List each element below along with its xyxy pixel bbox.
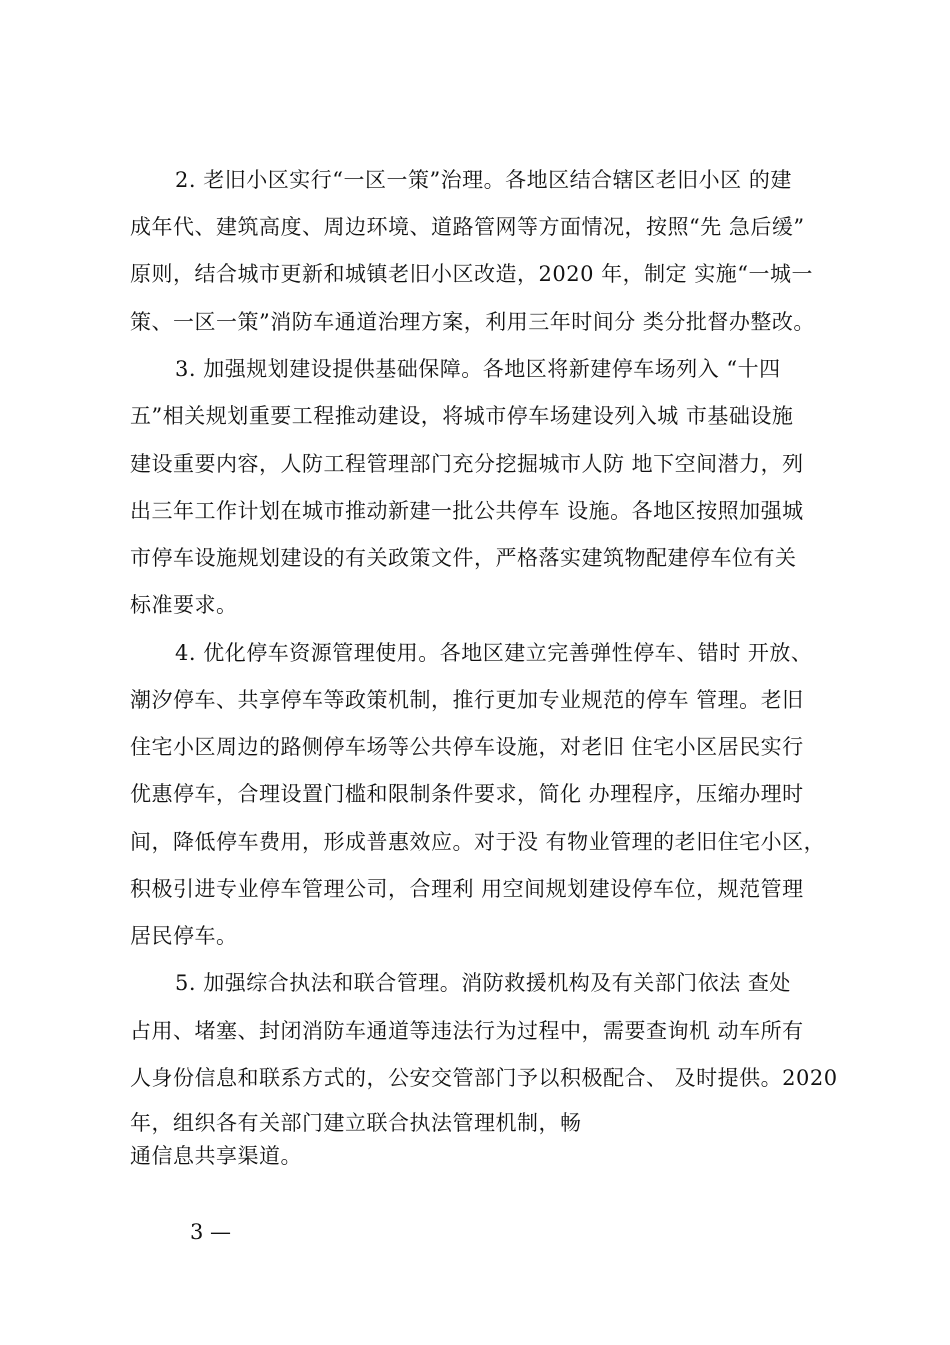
paragraph-3-line-5: 市停车设施规划建设的有关政策文件，严格落实建筑物配建停车位有关 bbox=[130, 546, 797, 570]
paragraph-2-line-4: 策、一区一策”消防车通道治理方案，利用三年时间分 类分批督办整改。 bbox=[130, 310, 815, 334]
paragraph-4-line-7: 居民停车。 bbox=[130, 924, 238, 948]
paragraph-4-line-4: 优惠停车，合理设置门槛和限制条件要求，简化 办理程序，压缩办理时 bbox=[130, 782, 804, 806]
paragraph-4-line-2: 潮汐停车、共享停车等政策机制，推行更加专业规范的停车 管理。老旧 bbox=[130, 688, 804, 712]
paragraph-3-line-6: 标准要求。 bbox=[130, 593, 238, 617]
paragraph-4-line-5: 间，降低停车费用，形成普惠效应。对于没 有物业管理的老旧住宅小区， bbox=[130, 830, 826, 854]
paragraph-2-line-3: 原则，结合城市更新和城镇老旧小区改造，2020 年，制定 实施“一城一 bbox=[130, 262, 814, 286]
paragraph-4-line-6: 积极引进专业停车管理公司，合理利 用空间规划建设停车位，规范管理 bbox=[130, 877, 804, 901]
paragraph-2-line-2: 成年代、建筑高度、周边环境、道路管网等方面情况，按照“先 急后缓” bbox=[130, 215, 805, 239]
paragraph-5-line-2: 占用、堵塞、封闭消防车通道等违法行为过程中，需要查询机 动车所有 bbox=[130, 1019, 804, 1043]
paragraph-5-line-3: 人身份信息和联系方式的，公安交管部门予以积极配合、 及时提供。2020 bbox=[130, 1066, 838, 1090]
paragraph-3-line-4: 出三年工作计划在城市推动新建一批公共停车 设施。各地区按照加强城 bbox=[130, 499, 804, 523]
paragraph-5-line-5: 通信息共享渠道。 bbox=[130, 1144, 302, 1168]
page-number: 3 — bbox=[190, 1220, 232, 1244]
paragraph-5-line-1: 5. 加强综合执法和联合管理。消防救援机构及有关部门依法 查处 bbox=[175, 971, 791, 995]
paragraph-3-line-1: 3. 加强规划建设提供基础保障。各地区将新建停车场列入 “十四 bbox=[175, 357, 781, 381]
paragraph-5-line-4: 年，组织各有关部门建立联合执法管理机制，畅 bbox=[130, 1111, 582, 1135]
paragraph-2-line-1: 2. 老旧小区实行“一区一策”治理。各地区结合辖区老旧小区 的建 bbox=[175, 168, 792, 192]
paragraph-3-line-3: 建设重要内容，人防工程管理部门充分挖掘城市人防 地下空间潜力，列 bbox=[130, 452, 804, 476]
paragraph-3-line-2: 五”相关规划重要工程推动建设，将城市停车场建设列入城 市基础设施 bbox=[130, 404, 794, 428]
paragraph-4-line-1: 4. 优化停车资源管理使用。各地区建立完善弹性停车、错时 开放、 bbox=[175, 641, 813, 665]
paragraph-4-line-3: 住宅小区周边的路侧停车场等公共停车设施，对老旧 住宅小区居民实行 bbox=[130, 735, 804, 759]
